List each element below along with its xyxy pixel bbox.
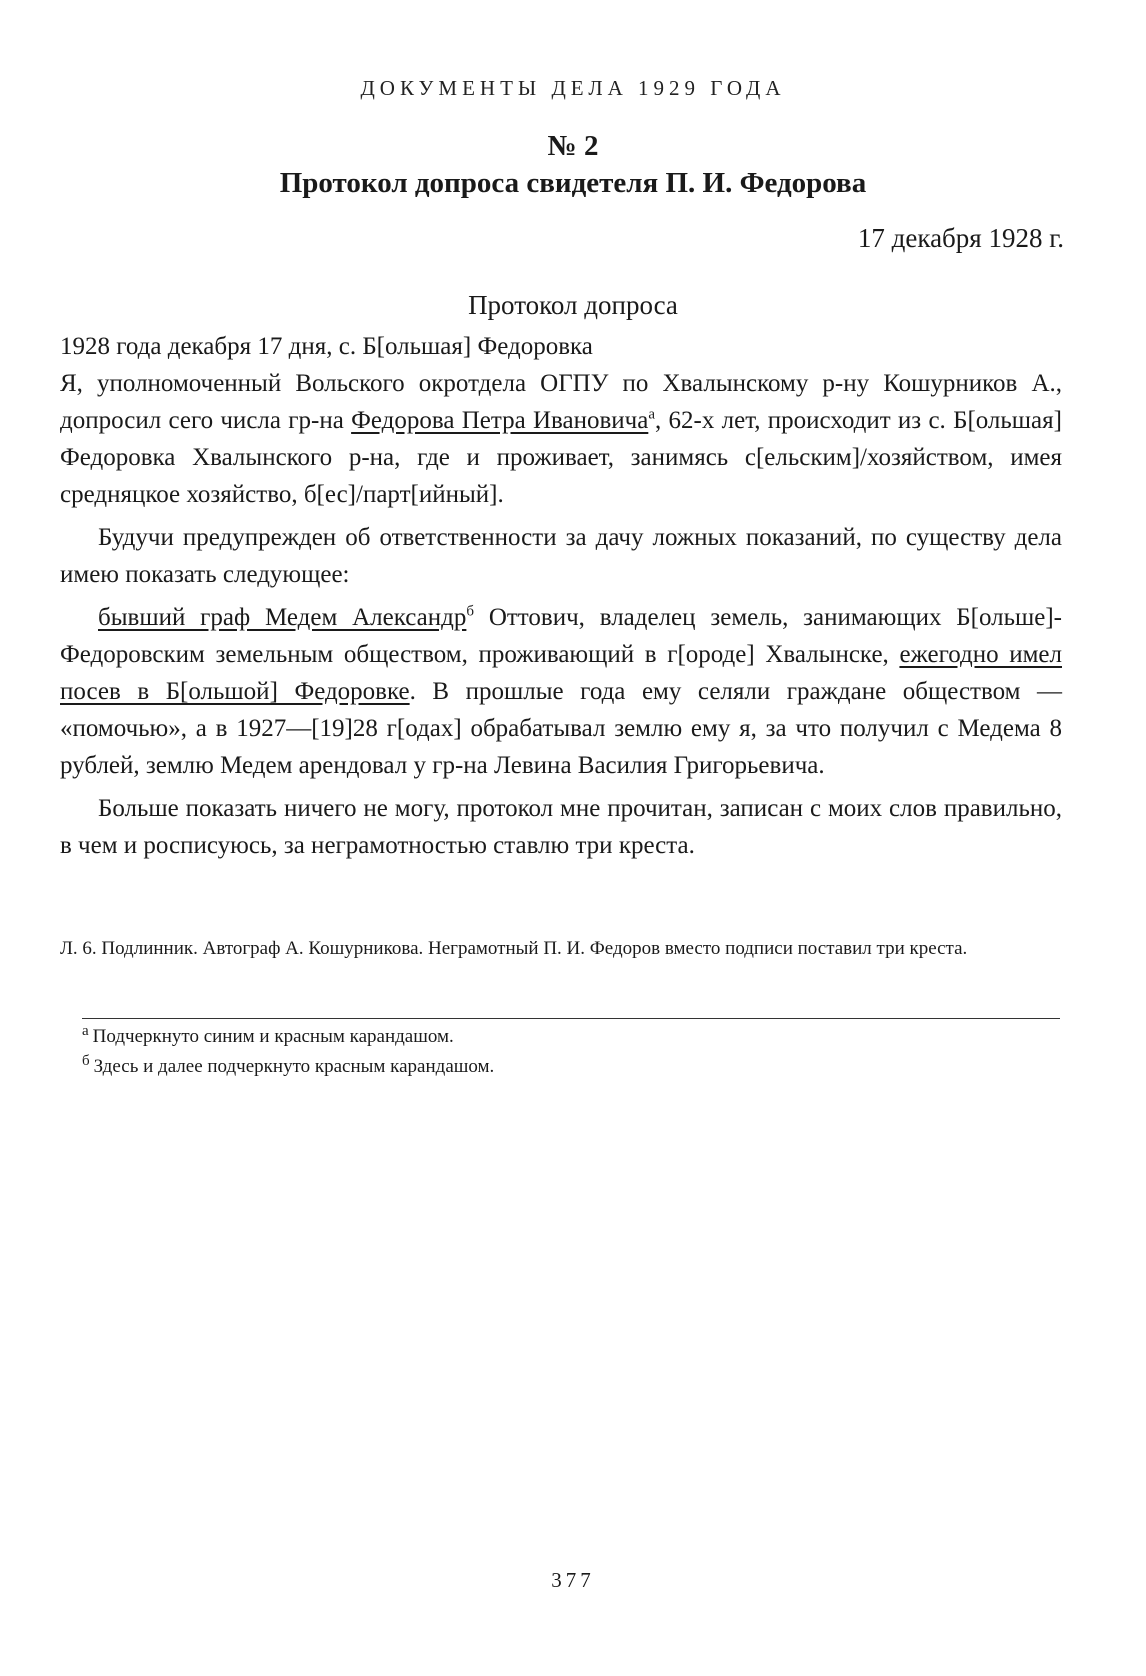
protocol-heading: Протокол допроса	[468, 290, 678, 320]
paragraph-testimony: бывший граф Медем Александр$^б$ Оттович, владелец земель, занимающих Б[ольше]-Федоровским земельным обществом, проживающий в г[ороде] Хвалынске, ежегодно имел посев в Б[ольшой] Федоровке. В прошлые года ему селяли граждане обществом — «помочью», а в 1927—[19]28 г[одах] обрабатывал землю ему я, за что получил с Медема 8 рублей, землю Медем арендовал у гр-на Левина Василия Григорьевича.	[60, 603, 1063, 779]
archival-source-note: Л. 6. Подлинник. Автограф А. Кошурникова. Неграмотный П. И. Федоров вместо подписи поставил три креста.	[60, 938, 968, 959]
footnote-divider	[82, 1018, 1060, 1019]
footnotes	[82, 1022, 1060, 1082]
paragraph-intro: Я, уполномоченный Вольского окротдела ОГПУ по Хвалынскому р-ну Кошурников А., допросил сего числа гр-на Федорова Петра Ивановича$^а$, 62-х лет, происходит из с. Б[ольшая] Федоровка Хвалынского р-на, где и проживает, занимясь с[ельским]/хозяйством, имея средняцкое хозяйство, б[ес]/парт[ийный].	[60, 370, 1062, 508]
document-title: Протокол допроса свидетеля П. И. Федорова	[279, 167, 867, 199]
underlined-phrase-2: ежегодно имел посев в Б[ольшой] Федоровке	[60, 641, 1062, 705]
footnote-ref-a: а	[648, 406, 655, 423]
footnote-ref-b: б	[466, 603, 475, 620]
paragraph-warning: Будучи предупрежден об ответственности за дачу ложных показаний, по существу дела имею показать следующее:	[60, 524, 1062, 588]
document-number: № 2	[547, 130, 599, 162]
footnote: $^а$ Подчеркнуто синим и красным карандашом.	[82, 1022, 454, 1047]
paragraph-closing: Больше показать ничего не могу, протокол мне прочитан, записан с моих слов правильно, в чем и росписуюсь, за неграмотностью ставлю три креста.	[60, 795, 1062, 859]
underlined-name: Федорова Петра Ивановича	[351, 407, 649, 434]
place-date-line: 1928 года декабря 17 дня, с. Б[ольшая] Федоровка	[60, 333, 593, 360]
underlined-phrase-1: бывший граф Медем Александр	[98, 604, 467, 631]
document-date: 17 декабря 1928 г.	[857, 223, 1064, 253]
page-number: 377	[551, 1568, 595, 1592]
footnote: $^б$ Здесь и далее подчеркнуто красным карандашом.	[82, 1052, 495, 1077]
running-head: ДОКУМЕНТЫ ДЕЛА 1929 ГОДА	[360, 76, 786, 100]
document-body	[60, 328, 1062, 864]
